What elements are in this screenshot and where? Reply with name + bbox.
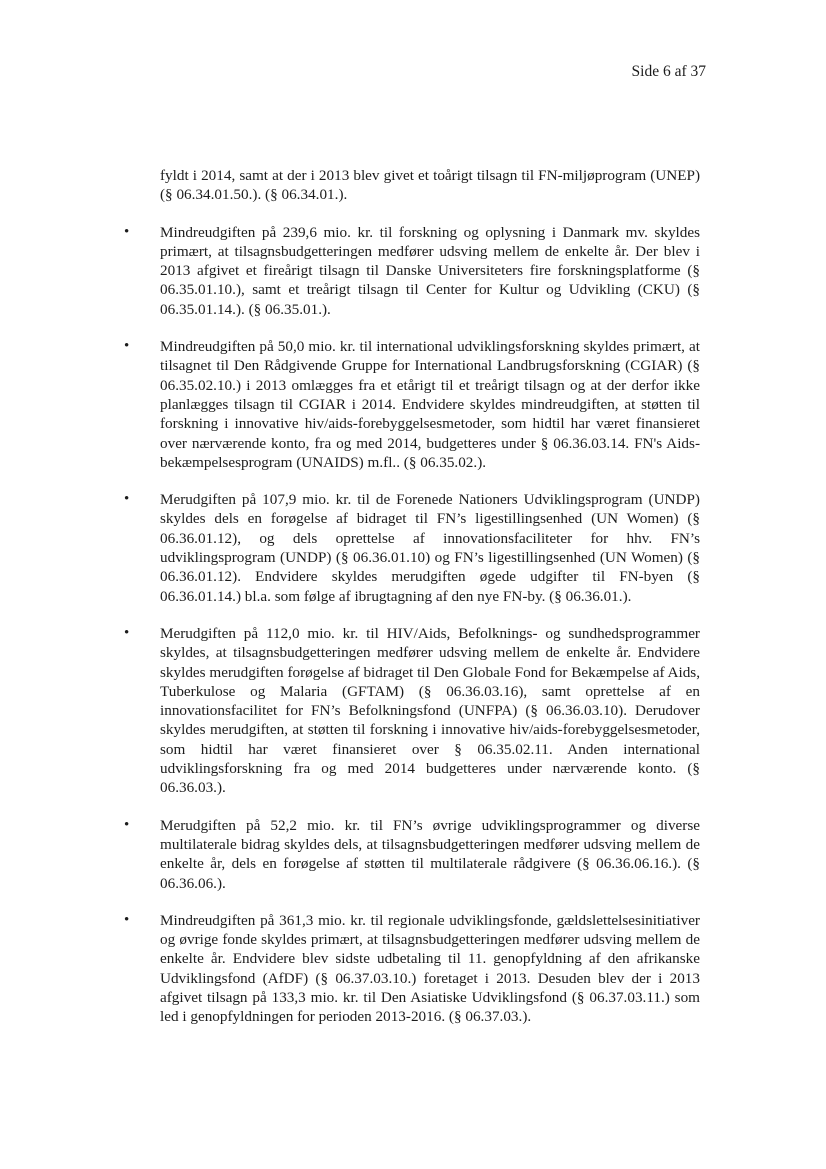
bullet-text: Mindreudgiften på 50,0 mio. kr. til international udviklingsforskning skyldes primært, at tilsagnet til Den Rådgivende Gruppe for International Landbrugsforskning (CGIAR) (§ 06.35.02.10.) i 2013 omlægges fra et etårigt til et treårigt tilsagn og at der derfor ikke planlægges tilsagn til CGIAR i 2014. Endvidere skyldes mindreudgiften, at støtten til forskning i innovative hiv/aids-forebyggelsesmetoder, som hidtil har været finansieret over nærværende konto, fra og med 2014, budgetteres under § 06.36.03.14. FN's Aids-bekæmpelsesprogram (UNAIDS) m.fl.. (§ 06.35.02.). bbox=[160, 338, 700, 471]
bullet-item bbox=[124, 223, 700, 319]
bullet-item bbox=[124, 816, 700, 893]
bullet-icon: • bbox=[124, 338, 130, 355]
page-number: Side 6 af 37 bbox=[631, 63, 706, 80]
bullet-item bbox=[124, 490, 700, 606]
bullet-icon: • bbox=[124, 911, 130, 928]
bullet-text: Mindreudgiften på 361,3 mio. kr. til regionale udviklingsfonde, gældslettelsesinitiativer og øvrige fonde skyldes primært, at tilsagnsbudgetteringen medfører udsving mellem de enkelte år. Endvidere blev sidste udbetaling til 11. genopfyldning af den afrikanske Udviklingsfond (AfDF) (§ 06.37.03.10.) foretaget i 2013. Desuden blev der i 2013 afgivet tilsagn på 133,3 mio. kr. til Den Asiatiske Udviklingsfond (§ 06.37.03.11.) som led i genopfyldningen for perioden 2013-2016. (§ 06.37.03.). bbox=[160, 911, 700, 1026]
bullet-icon: • bbox=[124, 624, 130, 641]
bullet-text: Merudgiften på 112,0 mio. kr. til HIV/Aids, Befolknings- og sundhedsprogrammer skyldes, at tilsagnsbudgetteringen medfører udsving mellem de enkelte år. Endvidere skyldes merudgiften forøgelse af bidraget til Den Globale Fond for Bekæmpelse af Aids, Tuberkulose og Malaria (GFTAM) (§ 06.36.03.16), samt oprettelse af en innovationsfacilitet for FN’s Befolkningsfond (UNFPA) (§ 06.36.03.10). Derudover skyldes merudgiften, at støtten til forskning i innovative hiv/aids-forebyggelsesmetoder, som hidtil har været finansieret over § 06.35.02.11. Anden international udviklingsforskning fra og med 2014 budgetteres under nærværende konto. (§ 06.36.03.). bbox=[160, 624, 700, 797]
bullet-item bbox=[124, 624, 700, 798]
bullet-text: Merudgiften på 52,2 mio. kr. til FN’s øvrige udviklingsprogrammer og diverse multilaterale bidrag skyldes dels, at tilsagnsbudgetteringen medfører udsving mellem de enkelte år, dels en forøgelse af støtten til multilaterale rådgivere (§ 06.36.06.16.). (§ 06.36.06.). bbox=[160, 816, 700, 892]
bullet-icon: • bbox=[124, 491, 130, 508]
bullet-item bbox=[124, 911, 700, 1027]
bullet-text: Mindreudgiften på 239,6 mio. kr. til forskning og oplysning i Danmark mv. skyldes primært, at tilsagnsbudgetteringen medfører udsving mellem de enkelte år. Der blev i 2013 afgivet et fireårigt tilsagn til Danske Universiteters fire forskningsplatforme (§ 06.35.01.10.), samt et treårigt tilsagn til Center for Kultur og Udvikling (CKU) (§ 06.35.01.14.). (§ 06.35.01.). bbox=[160, 223, 700, 318]
bullet-icon: • bbox=[124, 223, 130, 240]
intro-paragraph: fyldt i 2014, samt at der i 2013 blev givet et toårigt tilsagn til FN-miljøprogram (UNEP) (§ 06.34.01.50.). (§ 06.34.01.). bbox=[160, 167, 700, 204]
bullet-text: Merudgiften på 107,9 mio. kr. til de Forenede Nationers Udviklingsprogram (UNDP) skyldes dels en forøgelse af bidraget til FN’s ligestillingsenhed (UN Women) (§ 06.36.01.12), og dels oprettelse af innovationsfaciliteter for hhv. FN’s udviklingsprogram (UNDP) (§ 06.36.01.10) og FN’s ligestillingsenhed (UN Women) (§ 06.36.01.12). Endvidere skyldes merudgiften øgede udgifter til FN-byen (§ 06.36.01.14.) bl.a. som følge af ibrugtagning af den nye FN-by. (§ 06.36.01.). bbox=[160, 491, 700, 605]
bullet-icon: • bbox=[124, 816, 130, 833]
bullet-item bbox=[124, 337, 700, 472]
document-body bbox=[124, 166, 700, 1045]
